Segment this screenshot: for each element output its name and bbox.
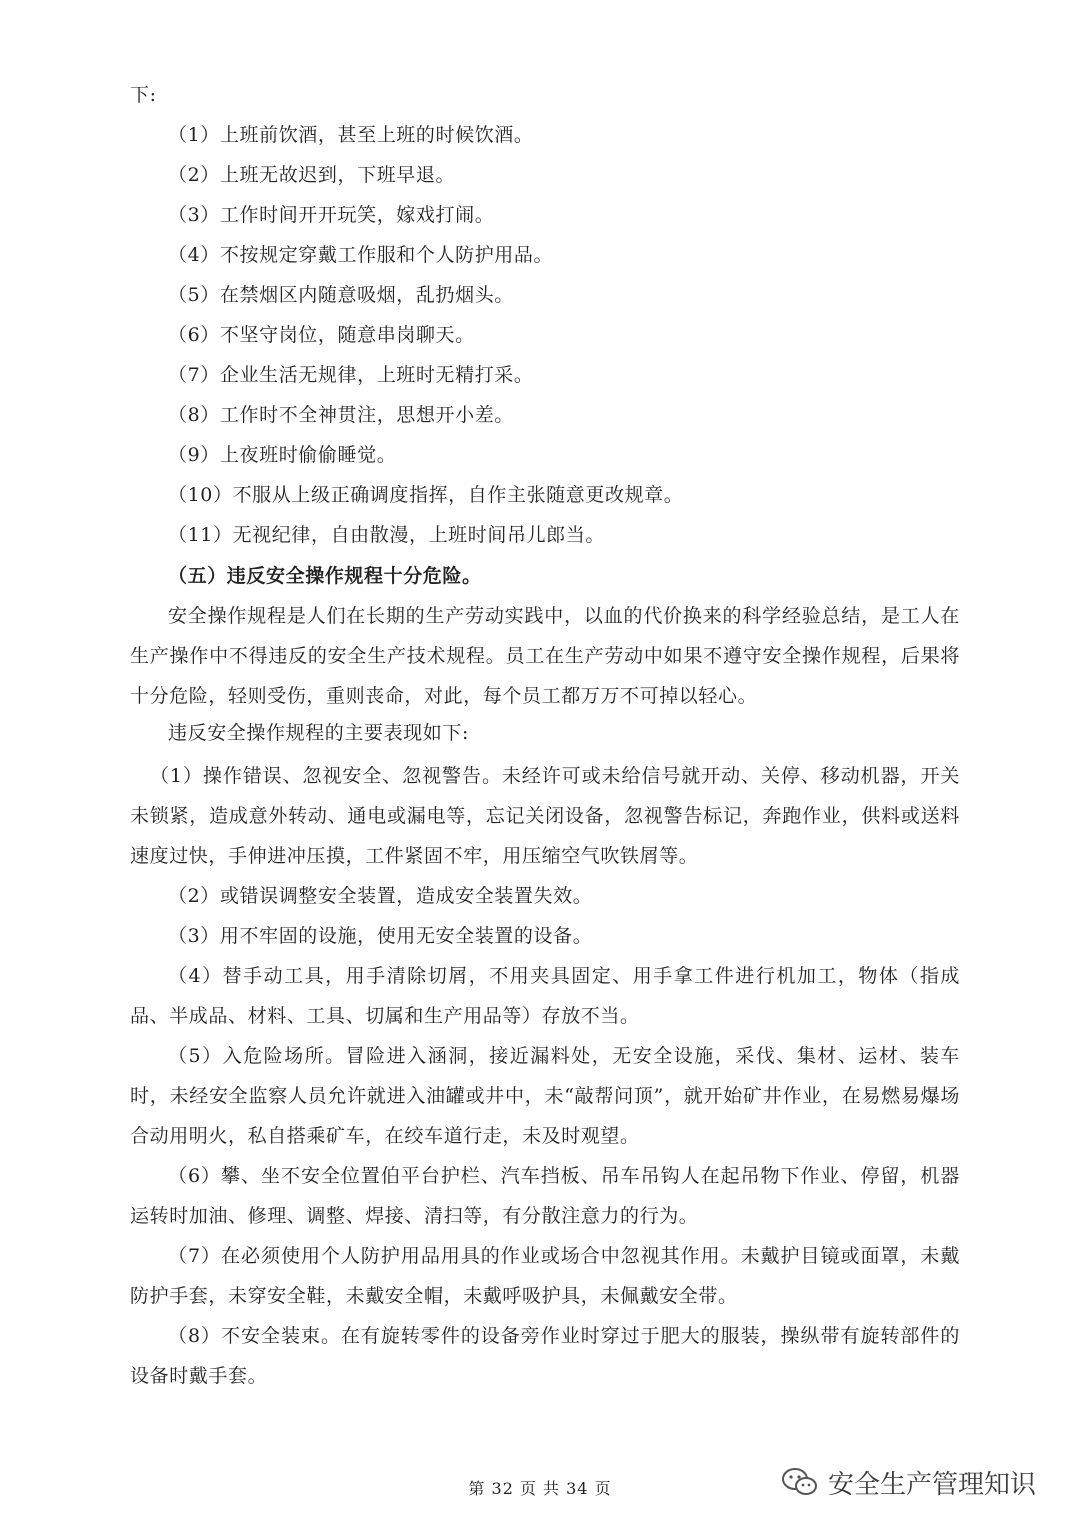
list-item: （11）无视纪律，自由散漫，上班时间吊儿郎当。	[168, 524, 605, 546]
violation-item-1: （1）操作错误、忽视安全、忽视警告。未经许可或未给信号就开动、关停、移动机器，开关未锁紧，造成意外转动、通电或漏电等，忘记关闭设备，忽视警告标记，奔跑作业，供料或送料速度过快，手伸进冲压摸，工件紧固不牢，用压缩空气吹铁屑等。	[130, 765, 960, 867]
violation-item-6: （6）攀、坐不安全位置伯平台护栏、汽车挡板、吊车吊钩人在起吊物下作业、停留，机器运转时加油、修理、调整、焊接、清扫等，有分散注意力的行为。	[130, 1165, 960, 1227]
section-heading: （五）违反安全操作规程十分危险。	[168, 565, 482, 587]
violation-item-2: （2）或错误调整安全装置，造成安全装置失效。	[168, 885, 593, 907]
text-line: 下:	[130, 84, 157, 106]
list-item: （10）不服从上级正确调度指挥，自作主张随意更改规章。	[168, 484, 684, 506]
watermark	[780, 1462, 1036, 1502]
violation-item-4: （4）替手动工具，用手清除切屑，不用夹具固定、用手拿工件进行机加工，物体（指成品、半成品、材料、工具、切属和生产用品等）存放不当。	[130, 965, 960, 1027]
page-number: 第 32 页 共 34 页	[468, 1479, 612, 1498]
list-item: （4）不按规定穿戴工作服和个人防护用品。	[168, 244, 554, 266]
violation-item-8: （8）不安全装束。在有旋转零件的设备旁作业时穿过于肥大的服装，操纵带有旋转部件的设备时戴手套。	[130, 1325, 960, 1387]
list-item: （2）上班无故迟到，下班早退。	[168, 164, 456, 186]
list-item: （6）不坚守岗位，随意串岗聊天。	[168, 324, 475, 346]
list-item: （9）上夜班时偷偷睡觉。	[168, 444, 397, 466]
wechat-icon	[780, 1466, 820, 1498]
list-item: （8）工作时不全神贯注，思想开小差。	[168, 404, 514, 426]
violation-item-7: （7）在必须使用个人防护用品用具的作业或场合中忽视其作用。未戴护目镜或面罩，未戴防护手套，未穿安全鞋，未戴安全帽，未戴呼吸护具，未佩戴安全带。	[130, 1245, 960, 1307]
list-item: （7）企业生活无规律，上班时无精打采。	[168, 364, 534, 386]
list-intro: 违反安全操作规程的主要表现如下:	[168, 722, 470, 744]
violation-item-5: （5）入危险场所。冒险进入涵洞，接近漏料处，无安全设施，采伐、集材、运材、装车时，未经安全监察人员允许就进入油罐或井中，未“敲帮问顶”，就开始矿井作业，在易燃易爆场合动用明火，私自搭乘矿车，在绞车道行走，未及时观望。	[130, 1045, 960, 1147]
list-item: （3）工作时间开开玩笑，嫁戏打闹。	[168, 204, 495, 226]
violation-item-3: （3）用不牢固的设施，使用无安全装置的设备。	[168, 925, 593, 947]
list-item: （1）上班前饮酒，甚至上班的时候饮酒。	[168, 124, 534, 146]
list-item: （5）在禁烟区内随意吸烟，乱扔烟头。	[168, 284, 514, 306]
intro-paragraph: 安全操作规程是人们在长期的生产劳动实践中，以血的代价换来的科学经验总结，是工人在生产操作中不得违反的安全生产技术规程。员工在生产劳动中如果不遵守安全操作规程，后果将十分危险，轻则受伤，重则丧命，对此，每个员工都万万不可掉以轻心。	[130, 605, 960, 707]
watermark-text: 安全生产管理知识	[828, 1469, 1037, 1500]
